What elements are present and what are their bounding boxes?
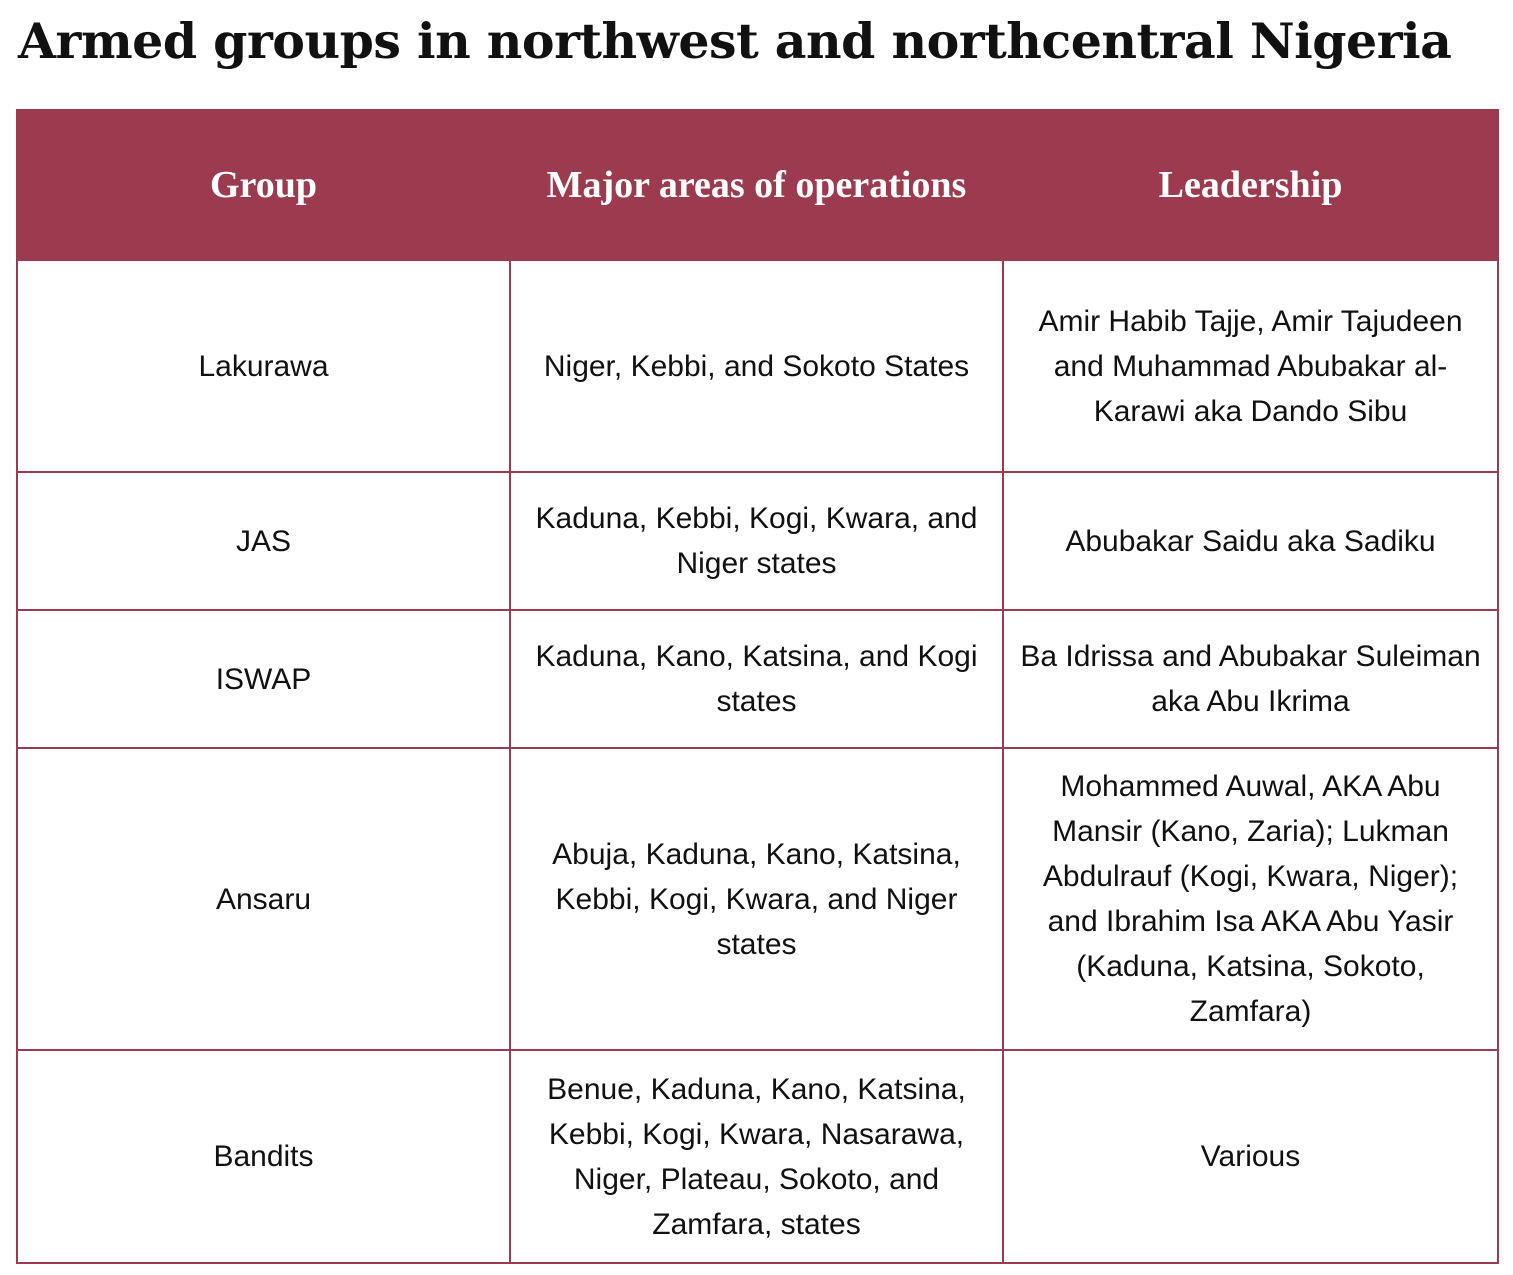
areas-cell: Niger, Kebbi, and Sokoto States — [510, 260, 1003, 472]
header-row — [17, 110, 1498, 260]
leadership-cell: Mohammed Auwal, AKA Abu Mansir (Kano, Zaria); Lukman Abdulrauf (Kogi, Kwara, Niger); and Ibrahim Isa AKA Abu Yasir (Kaduna, Katsina, Sokoto, Zamfara) — [1003, 748, 1498, 1050]
header-major-areas: Major areas of operations — [510, 110, 1003, 260]
areas-cell: Kaduna, Kebbi, Kogi, Kwara, and Niger states — [510, 472, 1003, 610]
table-body — [17, 260, 1498, 1263]
leadership-cell: Ba Idrissa and Abubakar Suleiman aka Abu Ikrima — [1003, 610, 1498, 748]
group-cell: JAS — [17, 472, 510, 610]
table-header — [17, 110, 1498, 260]
group-cell: Bandits — [17, 1050, 510, 1263]
header-group: Group — [17, 110, 510, 260]
header-leadership: Leadership — [1003, 110, 1498, 260]
areas-cell: Abuja, Kaduna, Kano, Katsina, Kebbi, Kogi, Kwara, and Niger states — [510, 748, 1003, 1050]
areas-cell: Benue, Kaduna, Kano, Katsina, Kebbi, Kogi, Kwara, Nasarawa, Niger, Plateau, Sokoto, and Zamfara, states — [510, 1050, 1003, 1263]
table-row — [17, 748, 1498, 1050]
table-row — [17, 610, 1498, 748]
areas-cell: Kaduna, Kano, Katsina, and Kogi states — [510, 610, 1003, 748]
table-row — [17, 472, 1498, 610]
table-row — [17, 1050, 1498, 1263]
leadership-cell: Abubakar Saidu aka Sadiku — [1003, 472, 1498, 610]
leadership-cell: Amir Habib Tajje, Amir Tajudeen and Muhammad Abubakar al-Karawi aka Dando Sibu — [1003, 260, 1498, 472]
table-row — [17, 260, 1498, 472]
group-cell: Lakurawa — [17, 260, 510, 472]
armed-groups-table — [16, 109, 1499, 1264]
page-title: Armed groups in northwest and northcentral Nigeria — [18, 12, 1452, 70]
leadership-cell: Various — [1003, 1050, 1498, 1263]
group-cell: ISWAP — [17, 610, 510, 748]
group-cell: Ansaru — [17, 748, 510, 1050]
